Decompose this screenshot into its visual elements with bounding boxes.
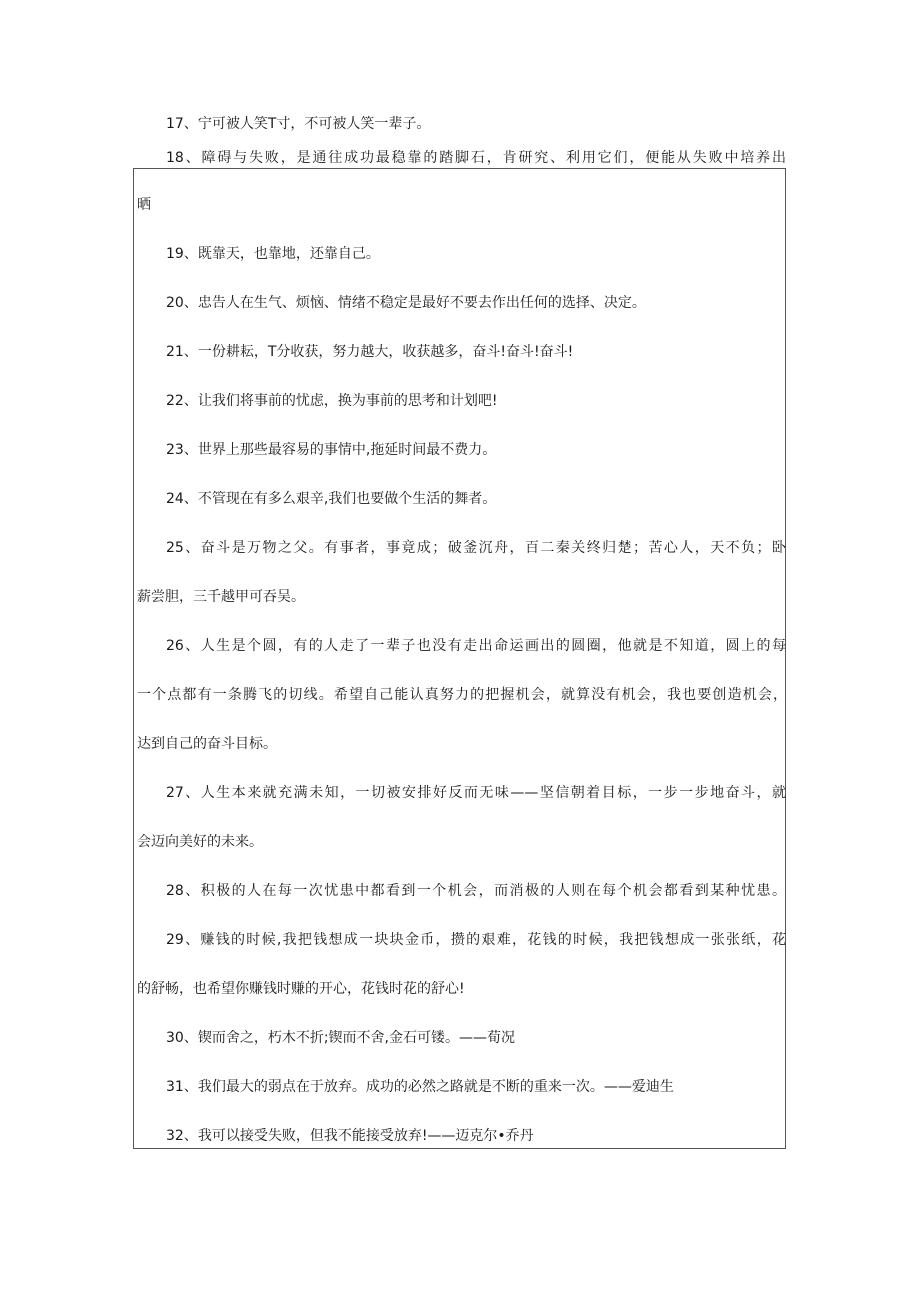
quote-25: 25、奋斗是万物之父。有事者，事竟成；破釜沉舟，百二秦关终归楚；苦心人，天不负；卧 xyxy=(166,540,786,556)
quote-24: 24、不管现在有多么艰辛,我们也要做个生活的舞者。 xyxy=(166,491,497,507)
quote-17: 17、宁可被人笑T寸，不可被人笑一辈子。 xyxy=(166,116,431,132)
quote-20: 20、忠告人在生气、烦恼、情绪不稳定是最好不要去作出任何的选择、决定。 xyxy=(166,295,646,311)
quote-18-cont: 晒 xyxy=(137,197,151,213)
quote-26: 26、人生是个圆，有的人走了一辈子也没有走出命运画出的圆圈，他就是不知道，圆上的每 xyxy=(166,638,786,654)
quote-26-cont-2: 达到自己的奋斗目标。 xyxy=(137,736,277,752)
table-frame xyxy=(133,168,786,1149)
quote-27: 27、人生本来就充满未知，一切被安排好反而无味——坚信朝着目标，一步一步地奋斗，就 xyxy=(166,785,786,801)
quote-28: 28、积极的人在每一次忧患中都看到一个机会，而消极的人则在每个机会都看到某种忧患。 xyxy=(166,883,786,899)
quote-18: 18、障碍与失败，是通往成功最稳靠的踏脚石，肯研究、利用它们，便能从失败中培养出 xyxy=(166,150,786,166)
quote-31: 31、我们最大的弱点在于放弃。成功的必然之路就是不断的重来一次。——爱迪生 xyxy=(166,1079,674,1095)
quote-25-cont: 薪尝胆，三千越甲可吞吴。 xyxy=(137,589,305,605)
quote-29: 29、赚钱的时候,我把钱想成一块块金币，攒的艰难，花钱的时候，我把钱想成一张张纸，花 xyxy=(166,932,786,948)
quote-21: 21、一份耕耘，T分收获，努力越大，收获越多，奋斗!奋斗!奋斗! xyxy=(166,344,574,360)
quote-27-cont: 会迈向美好的未来。 xyxy=(137,834,263,850)
quote-29-cont: 的舒畅，也希望你赚钱时赚的开心，花钱时花的舒心! xyxy=(137,981,465,997)
quote-23: 23、世界上那些最容易的事情中,拖延时间最不费力。 xyxy=(166,442,497,458)
quote-19: 19、既靠天，也靠地，还靠自己。 xyxy=(166,246,380,262)
quote-22: 22、让我们将事前的忧虑，换为事前的思考和计划吧! xyxy=(166,393,498,409)
quote-32: 32、我可以接受失败，但我不能接受放弃!——迈克尔•乔丹 xyxy=(166,1128,534,1144)
quote-30: 30、锲而舍之，朽木不折;锲而不舍,金石可镂。——荀况 xyxy=(166,1030,515,1046)
quote-26-cont-1: 一个点都有一条腾飞的切线。希望自己能认真努力的把握机会，就算没有机会，我也要创造机会， xyxy=(137,687,787,703)
